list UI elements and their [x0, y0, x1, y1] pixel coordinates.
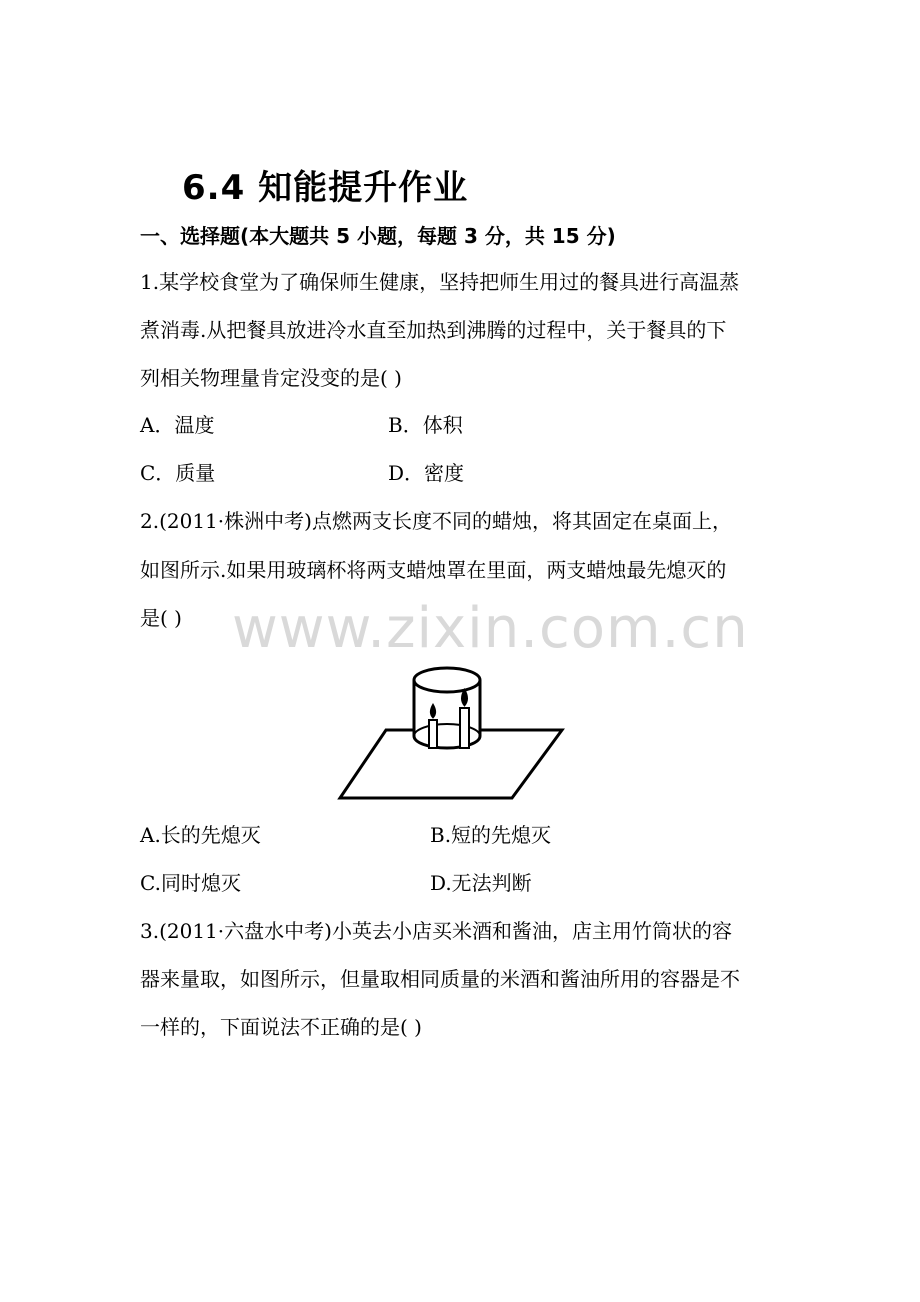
q1-line-1: 1.某学校食堂为了确保师生健康，坚持把师生用过的餐具进行高温蒸 [140, 270, 740, 294]
q2-line-2: 如图所示.如果用玻璃杯将两支蜡烛罩在里面，两支蜡烛最先熄灭的 [140, 558, 727, 582]
q3-line-2: 器来量取，如图所示，但量取相同质量的米酒和酱油所用的容器是不 [140, 967, 740, 991]
q1-option-d: D．密度 [388, 461, 465, 485]
q1-line-3: 列相关物理量肯定没变的是( ) [140, 366, 402, 390]
q3-line-1: 3.(2011·六盘水中考)小英去小店买米酒和酱油，店主用竹筒状的容 [140, 919, 732, 943]
section-heading: 一、选择题(本大题共 5 小题，每题 3 分，共 15 分) [140, 224, 616, 248]
q2-option-b: B.短的先熄灭 [430, 823, 552, 847]
glass-cup-rim [414, 668, 480, 692]
candles-under-glass-figure [336, 660, 566, 808]
q2-line-1: 2.(2011·株洲中考)点燃两支长度不同的蜡烛，将其固定在桌面上， [140, 509, 732, 533]
page-title: 6.4 知能提升作业 [182, 168, 469, 208]
q2-option-d: D.无法判断 [430, 871, 532, 895]
q2-line-3: 是( ) [140, 606, 182, 630]
q2-option-a: A.长的先熄灭 [140, 823, 261, 847]
q1-option-b: B．体积 [388, 413, 463, 437]
short-candle [429, 720, 437, 748]
watermark: www.zixin.com.cn [232, 596, 749, 661]
q1-line-2: 煮消毒.从把餐具放进冷水直至加热到沸腾的过程中，关于餐具的下 [140, 318, 727, 342]
q1-option-c: C．质量 [140, 461, 216, 485]
long-candle [460, 708, 469, 748]
q1-option-a: A．温度 [140, 413, 215, 437]
q3-line-3: 一样的，下面说法不正确的是( ) [140, 1015, 422, 1039]
q2-option-c: C.同时熄灭 [140, 871, 241, 895]
